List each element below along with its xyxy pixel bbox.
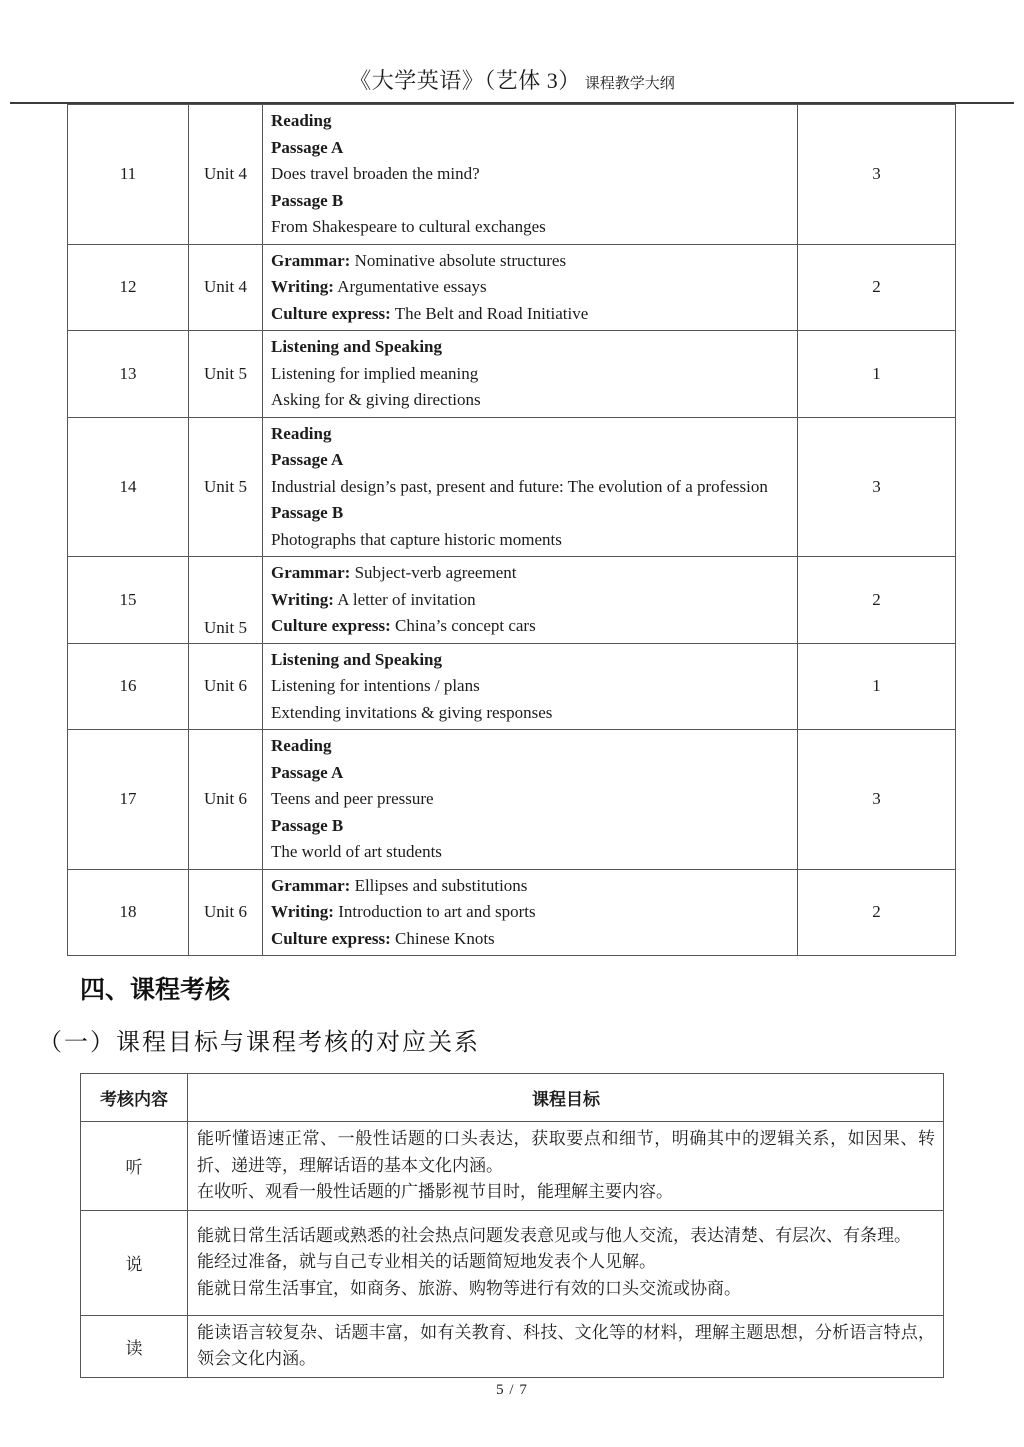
assessment-table [80, 1073, 944, 1378]
hours-cell: 3 [798, 105, 956, 245]
content-line: Photographs that capture historic moments [271, 529, 562, 549]
table-row [81, 1210, 944, 1315]
skill-label-cell: 听 [81, 1122, 188, 1211]
content-cell [263, 417, 798, 557]
content-line: Reading [271, 423, 332, 443]
objective-cell [188, 1122, 944, 1211]
content-cell [263, 869, 798, 956]
content-line: Grammar: Nominative absolute structures [271, 250, 567, 270]
content-line: From Shakespeare to cultural exchanges [271, 217, 546, 236]
content-line: Passage B [271, 190, 344, 210]
unit-cell: Unit 6 [189, 869, 263, 956]
table-row [68, 557, 956, 644]
table-row [68, 105, 956, 245]
schedule-table [67, 104, 956, 956]
table-row [81, 1315, 944, 1377]
table-row [68, 244, 956, 331]
week-cell: 18 [68, 869, 189, 956]
hours-cell: 1 [798, 331, 956, 418]
content-line: Passage A [271, 450, 344, 469]
week-cell: 14 [68, 417, 189, 557]
content-line: Listening and Speaking [271, 337, 443, 356]
content-cell [263, 105, 798, 245]
content-line: Extending invitations & giving responses [271, 702, 553, 722]
content-line: Listening and Speaking [271, 649, 443, 669]
content-cell [263, 331, 798, 418]
content-line: Listening for intentions / plans [271, 676, 480, 695]
content-line: Reading [271, 736, 332, 755]
content-line: Does travel broaden the mind? [271, 164, 480, 183]
unit-cell: Unit 5 [189, 417, 263, 557]
assessment-table-body [81, 1122, 944, 1378]
content-cell [263, 643, 798, 730]
week-cell: 15 [68, 557, 189, 644]
unit-cell: Unit 4 [189, 105, 263, 245]
content-line: Passage B [271, 503, 344, 522]
objective-paragraph: 能就日常生活事宜，如商务、旅游、购物等进行有效的口头交流或协商。 [197, 1278, 741, 1298]
hours-cell: 3 [798, 417, 956, 557]
content-line: Culture express: The Belt and Road Initiative [271, 303, 589, 323]
table-row [68, 417, 956, 557]
week-cell: 13 [68, 331, 189, 418]
skill-label-cell: 说 [81, 1210, 188, 1315]
hours-cell: 2 [798, 244, 956, 331]
column-header-objectives: 课程目标 [188, 1074, 944, 1122]
page-title: 《大学英语》（艺体 3） [349, 68, 581, 93]
content-line: Writing: Introduction to art and sports [271, 902, 536, 921]
content-cell [263, 557, 798, 644]
table-header-row [81, 1074, 944, 1122]
week-cell: 17 [68, 730, 189, 870]
page-number: 5 / 7 [496, 1381, 528, 1398]
week-cell: 11 [68, 105, 189, 245]
unit-cell: Unit 5 [189, 557, 263, 644]
content-line: Asking for & giving directions [271, 390, 481, 409]
table-row [68, 643, 956, 730]
content-line: Listening for implied meaning [271, 363, 479, 383]
page-title-suffix: 课程教学大纲 [584, 75, 675, 92]
objective-paragraph: 能听懂语速正常、一般性话题的口头表达，获取要点和细节，明确其中的逻辑关系，如因果、转折、递进等，理解话语的基本文化内涵。 [197, 1129, 935, 1175]
objective-paragraph: 能经过准备，就与自己专业相关的话题简短地发表个人见解。 [197, 1252, 656, 1272]
content-cell [263, 730, 798, 870]
objective-paragraph: 能读语言较复杂、话题丰富，如有关教育、科技、文化等的材料，理解主题思想，分析语言特点，领会文化内涵。 [197, 1322, 935, 1368]
assessment-table-head [81, 1074, 944, 1122]
skill-label-cell: 读 [81, 1315, 188, 1377]
hours-cell: 2 [798, 869, 956, 956]
content-line: Grammar: Subject-verb agreement [271, 563, 517, 582]
table-row [68, 869, 956, 956]
unit-cell: Unit 6 [189, 643, 263, 730]
table-row [68, 331, 956, 418]
content-line: Writing: A letter of invitation [271, 589, 476, 609]
section-heading-assessment: 四、课程考核 [80, 976, 231, 1004]
content-line: Passage A [271, 762, 344, 782]
content-line: Writing: Argumentative essays [271, 277, 487, 296]
objective-paragraph: 在收听、观看一般性话题的广播影视节目时，能理解主要内容。 [197, 1182, 673, 1201]
hours-cell: 2 [798, 557, 956, 644]
schedule-table-body [68, 105, 956, 956]
content-line: Passage A [271, 137, 344, 157]
content-line: Culture express: Chinese Knots [271, 928, 495, 948]
hours-cell: 3 [798, 730, 956, 870]
objective-paragraph: 能就日常生活话题或熟悉的社会热点问题发表意见或与他人交流，表达清楚、有层次、有条理。 [197, 1225, 911, 1245]
content-line: Reading [271, 111, 332, 130]
table-row [81, 1122, 944, 1211]
week-cell: 16 [68, 643, 189, 730]
content-line: Culture express: China’s concept cars [271, 616, 536, 635]
hours-cell: 1 [798, 643, 956, 730]
content-line: Passage B [271, 815, 344, 835]
content-line: Teens and peer pressure [271, 789, 434, 808]
content-line: The world of art students [271, 842, 442, 861]
week-cell: 12 [68, 244, 189, 331]
content-line: Grammar: Ellipses and substitutions [271, 875, 528, 895]
objective-cell [188, 1315, 944, 1377]
column-header-skill: 考核内容 [81, 1074, 188, 1122]
content-cell [263, 244, 798, 331]
unit-cell: Unit 6 [189, 730, 263, 870]
page-header [0, 0, 1024, 99]
objective-cell [188, 1210, 944, 1315]
unit-cell: Unit 5 [189, 331, 263, 418]
unit-cell: Unit 4 [189, 244, 263, 331]
content-line: Industrial design’s past, present and future: The evolution of a profession [271, 476, 768, 496]
subsection-heading-mapping: （一）课程目标与课程考核的对应关系 [38, 1030, 480, 1056]
table-row [68, 730, 956, 870]
